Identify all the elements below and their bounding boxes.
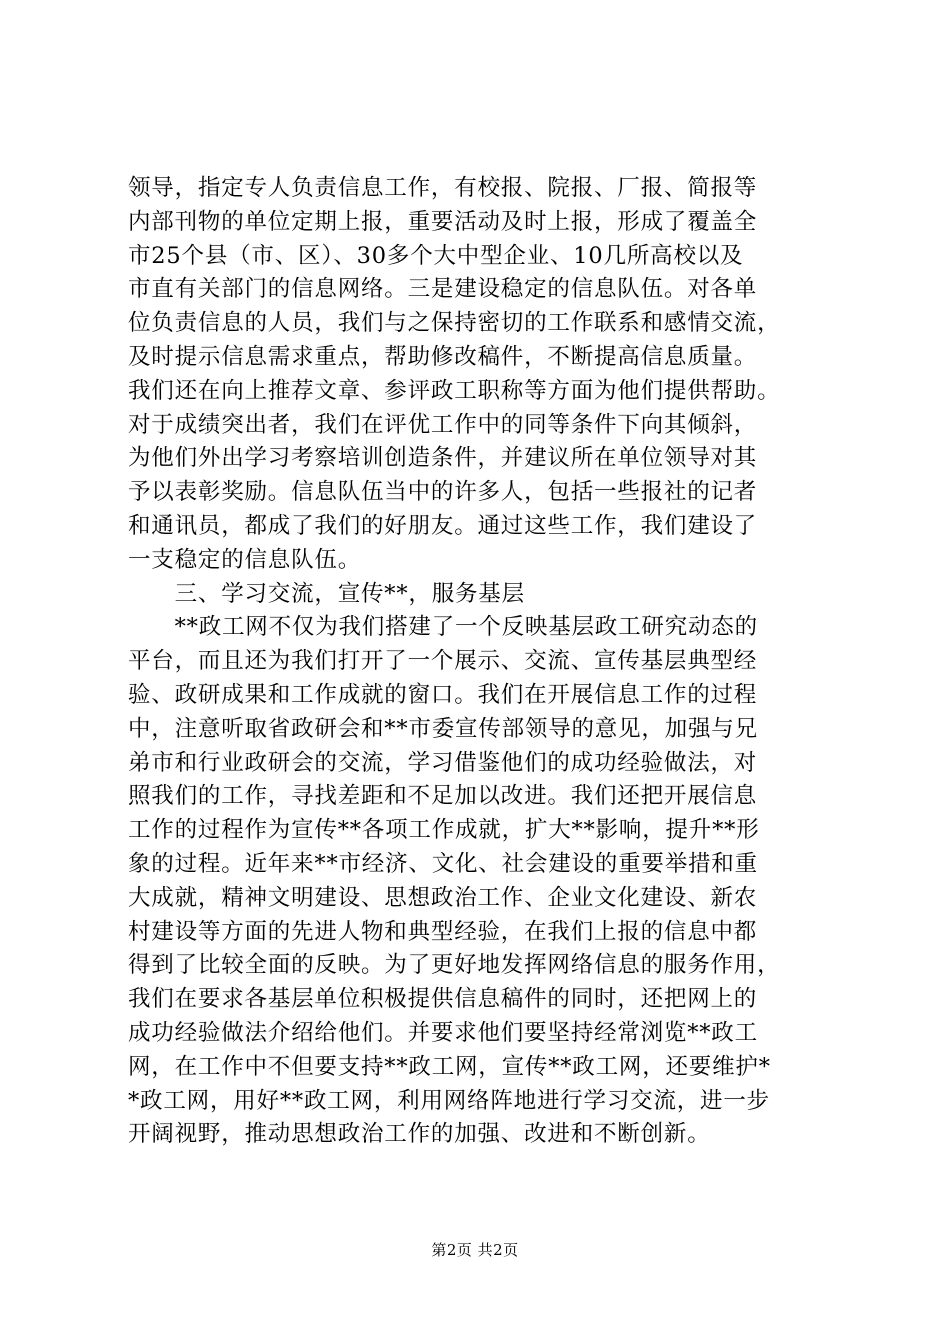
text-line: 领导，指定专人负责信息工作，有校报、院报、厂报、简报等 (128, 175, 758, 201)
text-line: 平台，而且还为我们打开了一个展示、交流、宣传基层典型经 (128, 648, 758, 675)
text-line: 予以表彰奖励。信息队伍当中的许多人，包括一些报社的记者 (128, 479, 758, 506)
text-line: 工作的过程作为宣传**各项工作成就，扩大**影响，提升**形 (128, 817, 760, 844)
text-line: 村建设等方面的先进人物和典型经验，在我们上报的信息中都 (128, 918, 758, 945)
text-line: 对于成绩突出者，我们在评优工作中的同等条件下向其倾斜， (128, 411, 758, 438)
text-line: 弟市和行业政研会的交流，学习借鉴他们的成功经验做法，对 (128, 749, 758, 776)
document-body (128, 172, 828, 1152)
text-line: 验、政研成果和工作成就的窗口。我们在开展信息工作的过程 (128, 681, 758, 708)
page-footer: 第2页 共2页 (431, 1241, 519, 1259)
text-line: 成功经验做法介绍给他们。并要求他们要坚持经常浏览**政工 (128, 1019, 758, 1046)
text-line: 我们还在向上推荐文章、参评政工职称等方面为他们提供帮助。 (128, 377, 781, 404)
text-line: 市25个县（市、区）、30多个大中型企业、10几所高校以及 (128, 242, 744, 269)
text-line: 照我们的工作，寻找差距和不足加以改进。我们还把开展信息 (128, 783, 758, 810)
text-line: 为他们外出学习考察培训创造条件，并建议所在单位领导对其 (128, 445, 758, 472)
text-line: **政工网不仅为我们搭建了一个反映基层政工研究动态的 (128, 614, 758, 641)
text-line: 和通讯员，都成了我们的好朋友。通过这些工作，我们建设了 (128, 512, 758, 539)
text-line: 中，注意听取省政研会和**市委宣传部领导的意见，加强与兄 (128, 715, 758, 742)
text-line: 我们在要求各基层单位积极提供信息稿件的同时，还把网上的 (128, 986, 758, 1013)
text-line: 大成就，精神文明建设、思想政治工作、企业文化建设、新农 (128, 884, 758, 911)
text-line: 内部刊物的单位定期上报，重要活动及时上报，形成了覆盖全 (128, 208, 758, 235)
section-heading: 三、学习交流，宣传**，服务基层 (128, 580, 525, 607)
text-line: 象的过程。近年来**市经济、文化、社会建设的重要举措和重 (128, 850, 758, 877)
text-line: 一支稳定的信息队伍。 (128, 546, 362, 573)
text-line: *政工网，用好**政工网，利用网络阵地进行学习交流，进一步 (128, 1087, 770, 1114)
text-line: 位负责信息的人员，我们与之保持密切的工作联系和感情交流， (128, 310, 781, 337)
text-line: 得到了比较全面的反映。为了更好地发挥网络信息的服务作用， (128, 952, 781, 979)
text-line: 市直有关部门的信息网络。三是建设稳定的信息队伍。对各单 (128, 276, 758, 303)
text-line: 及时提示信息需求重点，帮助修改稿件，不断提高信息质量。 (128, 343, 758, 370)
text-line: 开阔视野，推动思想政治工作的加强、改进和不断创新。 (128, 1121, 711, 1148)
text-line: 网，在工作中不但要支持**政工网，宣传**政工网，还要维护* (128, 1053, 771, 1080)
